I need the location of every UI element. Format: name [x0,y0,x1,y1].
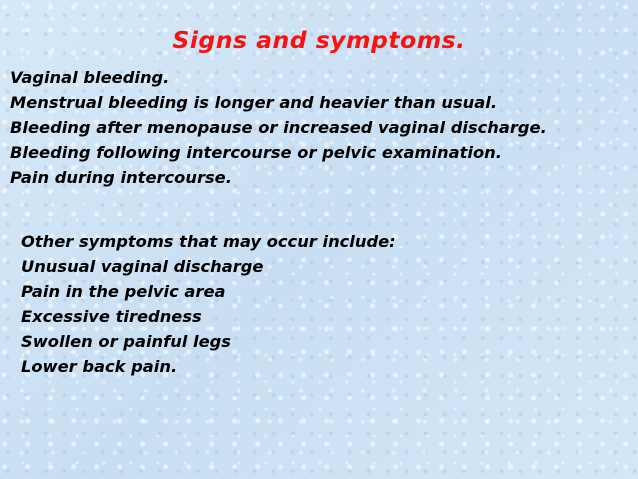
symptom-list [10,65,547,190]
symptom-item: Bleeding following intercourse or pelvic examination. [10,143,502,162]
slide-title: Signs and symptoms. [172,26,466,54]
other-symptom-item: Swollen or painful legs [21,332,232,351]
other-symptom-item: Excessive tiredness [21,307,202,326]
other-symptoms-heading: Other symptoms that may occur include: [21,232,396,251]
symptom-item: Bleeding after menopause or increased vaginal discharge. [10,118,547,137]
symptom-item: Menstrual bleeding is longer and heavier than usual. [10,93,498,112]
symptom-item: Vaginal bleeding. [10,68,170,87]
other-symptom-item: Pain in the pelvic area [21,282,226,301]
other-symptom-item: Unusual vaginal discharge [21,257,264,276]
symptom-item: Pain during intercourse. [10,168,232,187]
other-symptom-list [21,229,396,379]
other-symptom-item: Lower back pain. [21,357,178,376]
